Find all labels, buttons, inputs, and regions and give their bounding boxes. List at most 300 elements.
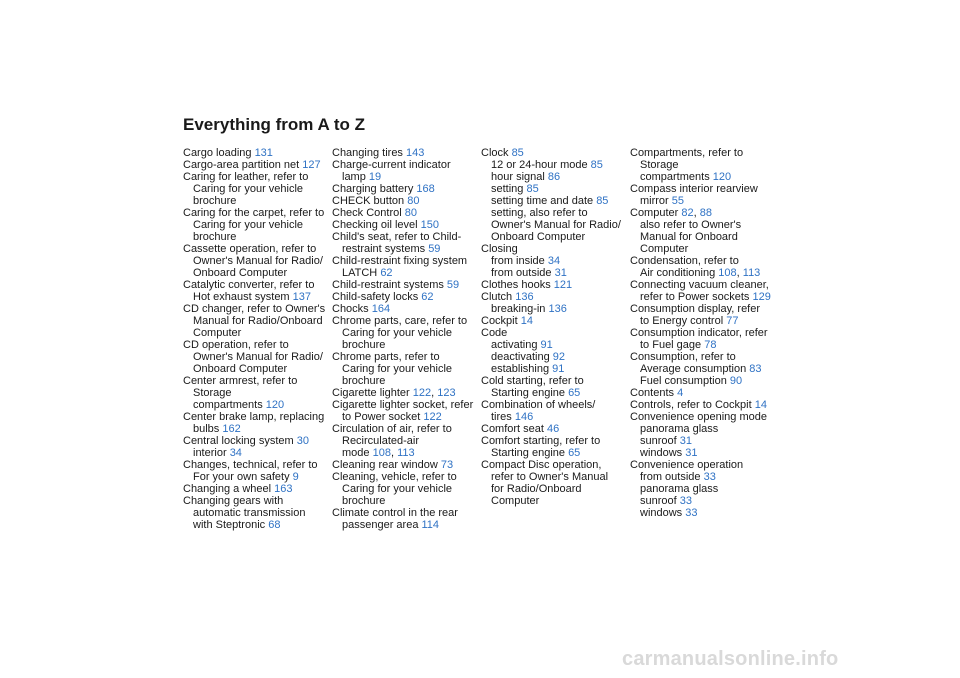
index-subentry bbox=[630, 339, 778, 351]
entry-text: panorama glass bbox=[640, 483, 719, 495]
entry-text: Cleaning, vehicle, refer to bbox=[332, 471, 457, 483]
page-number-link[interactable]: 122 bbox=[412, 387, 432, 399]
entry-text: brochure bbox=[193, 231, 237, 243]
entry-text: Average consumption bbox=[640, 363, 750, 375]
page-number-link[interactable]: 90 bbox=[729, 375, 743, 387]
index-entry bbox=[630, 387, 778, 399]
entry-text: Owner's Manual for Radio/ bbox=[193, 255, 323, 267]
entry-text: Clutch bbox=[481, 291, 516, 303]
entry-text: to Fuel gage bbox=[640, 339, 705, 351]
entry-text: refer to Power sockets bbox=[640, 291, 753, 303]
index-entry bbox=[183, 495, 331, 507]
entry-text: Consumption, refer to bbox=[630, 351, 736, 363]
index-subentry bbox=[630, 507, 778, 519]
page-number-link[interactable]: 164 bbox=[371, 303, 391, 315]
index-subentry bbox=[481, 483, 629, 495]
entry-text: Cargo-area partition net bbox=[183, 159, 303, 171]
index-subentry bbox=[481, 351, 629, 363]
entry-text: Cargo loading bbox=[183, 147, 255, 159]
index-column-2 bbox=[332, 147, 480, 531]
index-subentry bbox=[630, 195, 778, 207]
entry-text: Changing gears with bbox=[183, 495, 284, 507]
index-subentry bbox=[481, 387, 629, 399]
index-subentry bbox=[183, 267, 331, 279]
entry-text: from outside bbox=[491, 267, 555, 279]
entry-text: bulbs bbox=[193, 423, 223, 435]
index-entry bbox=[481, 291, 629, 303]
index-entry bbox=[332, 219, 480, 231]
page-number-link[interactable]: 136 bbox=[548, 303, 567, 315]
entry-text: Connecting vacuum cleaner, bbox=[630, 279, 769, 291]
index-entry bbox=[183, 411, 331, 423]
page-number-link[interactable]: 30 bbox=[296, 435, 309, 447]
entry-text: automatic transmission bbox=[193, 507, 306, 519]
index-subentry bbox=[332, 339, 480, 351]
index-subentry bbox=[183, 363, 331, 375]
index-subentry bbox=[481, 471, 629, 483]
entry-text: Computer bbox=[630, 207, 682, 219]
index-subentry bbox=[183, 327, 331, 339]
entry-text: Combination of wheels/ bbox=[481, 399, 596, 411]
entry-text: Caring for your vehicle bbox=[342, 363, 453, 375]
index-subentry bbox=[481, 159, 629, 171]
entry-text: also refer to Owner's bbox=[640, 219, 742, 231]
page-number-link[interactable]: 4 bbox=[677, 387, 684, 399]
entry-text: Center brake lamp, replacing bbox=[183, 411, 325, 423]
index-subentry bbox=[481, 267, 629, 279]
page-number-link[interactable]: 62 bbox=[380, 267, 393, 279]
index-subentry bbox=[481, 231, 629, 243]
index-entry bbox=[183, 303, 331, 315]
index-subentry bbox=[630, 267, 778, 279]
entry-text: sunroof bbox=[640, 435, 680, 447]
entry-text: Convenience opening mode bbox=[630, 411, 767, 423]
page-separator: , bbox=[431, 387, 438, 399]
entry-text: Child-restraint fixing system bbox=[332, 255, 468, 267]
entry-text: Compact Disc operation, bbox=[481, 459, 602, 471]
entry-text: Starting engine bbox=[491, 387, 569, 399]
page-number-link[interactable]: 80 bbox=[407, 195, 420, 207]
entry-text: Cleaning rear window bbox=[332, 459, 441, 471]
page-number-link[interactable]: 143 bbox=[406, 147, 425, 159]
index-entry bbox=[183, 171, 331, 183]
entry-text: setting bbox=[491, 183, 527, 195]
entry-text: Changing tires bbox=[332, 147, 406, 159]
entry-text: For your own safety bbox=[193, 471, 293, 483]
index-entry bbox=[481, 375, 629, 387]
index-subentry bbox=[183, 255, 331, 267]
entry-text: Consumption indicator, refer bbox=[630, 327, 768, 339]
page-number-link[interactable]: 127 bbox=[302, 159, 321, 171]
watermark-text: carmanualsonline.info bbox=[622, 648, 839, 670]
page-number-link[interactable]: 114 bbox=[421, 519, 440, 531]
page-number-link[interactable]: 59 bbox=[428, 243, 441, 255]
index-subentry bbox=[332, 363, 480, 375]
entry-text: hour signal bbox=[491, 171, 548, 183]
entry-text: mirror bbox=[640, 195, 672, 207]
index-subentry bbox=[481, 447, 629, 459]
index-subentry bbox=[630, 423, 778, 435]
page-number-link[interactable]: 14 bbox=[754, 399, 767, 411]
entry-text: Chrome parts, refer to bbox=[332, 351, 440, 363]
index-subentry bbox=[332, 435, 480, 447]
index-entry bbox=[183, 483, 331, 495]
index-entry bbox=[332, 303, 480, 315]
index-subentry bbox=[332, 411, 480, 423]
index-entry bbox=[481, 459, 629, 471]
index-subentry bbox=[630, 435, 778, 447]
entry-text: CD operation, refer to bbox=[183, 339, 289, 351]
index-entry bbox=[183, 375, 331, 387]
index-entry bbox=[332, 183, 480, 195]
entry-text: CHECK button bbox=[332, 195, 408, 207]
page-number-link[interactable]: 59 bbox=[446, 279, 460, 291]
index-entry bbox=[183, 459, 331, 471]
entry-text: Caring for your vehicle bbox=[193, 183, 304, 195]
index-subentry bbox=[332, 519, 480, 531]
entry-text: mode bbox=[342, 447, 373, 459]
entry-text: Starting engine bbox=[491, 447, 569, 459]
page-number-link[interactable]: 65 bbox=[568, 387, 581, 399]
index-entry bbox=[481, 399, 629, 411]
entry-text: Chocks bbox=[332, 303, 372, 315]
index-entry bbox=[630, 327, 778, 339]
page-number-link[interactable]: 85 bbox=[511, 147, 524, 159]
index-subentry bbox=[183, 387, 331, 399]
entry-text: Clothes hooks bbox=[481, 279, 554, 291]
index-subentry bbox=[332, 483, 480, 495]
entry-text: Controls, refer to Cockpit bbox=[630, 399, 755, 411]
page-number-link[interactable]: 120 bbox=[712, 171, 732, 183]
entry-text: Child-restraint systems bbox=[332, 279, 447, 291]
index-column-1 bbox=[183, 147, 331, 531]
index-entry bbox=[630, 207, 778, 219]
entry-text: Checking oil level bbox=[332, 219, 421, 231]
index-subentry bbox=[183, 507, 331, 519]
index-entry bbox=[183, 207, 331, 219]
page-number-link[interactable]: 83 bbox=[749, 363, 762, 375]
index-subentry bbox=[630, 231, 778, 243]
index-subentry bbox=[183, 231, 331, 243]
entry-text: Caring for your vehicle bbox=[193, 219, 304, 231]
entry-text: with Steptronic bbox=[193, 519, 269, 531]
entry-text: Center armrest, refer to bbox=[183, 375, 298, 387]
entry-text: Fuel consumption bbox=[640, 375, 730, 387]
index-entry bbox=[332, 471, 480, 483]
entry-text: Consumption display, refer bbox=[630, 303, 761, 315]
entry-text: establishing bbox=[491, 363, 553, 375]
entry-text: Charge-current indicator bbox=[332, 159, 451, 171]
entry-text: from outside bbox=[640, 471, 704, 483]
index-entry bbox=[332, 159, 480, 171]
index-entry bbox=[630, 411, 778, 423]
entry-text: Comfort seat bbox=[481, 423, 548, 435]
index-subentry bbox=[481, 363, 629, 375]
index-column-4 bbox=[630, 147, 778, 519]
page-number-link[interactable]: 85 bbox=[526, 183, 539, 195]
entry-text: Caring for leather, refer to bbox=[183, 171, 309, 183]
page-number-link[interactable]: 31 bbox=[679, 435, 692, 447]
page-number-link[interactable]: 137 bbox=[292, 291, 312, 303]
entry-text: Caring for the carpet, refer to bbox=[183, 207, 325, 219]
entry-text: lamp bbox=[342, 171, 369, 183]
index-subentry bbox=[332, 243, 480, 255]
entry-text: Caring for your vehicle bbox=[342, 327, 453, 339]
entry-text: Manual for Onboard bbox=[640, 231, 738, 243]
entry-text: tires bbox=[491, 411, 515, 423]
index-entry bbox=[630, 351, 778, 363]
page-number-link[interactable]: 122 bbox=[423, 411, 442, 423]
index-entry bbox=[183, 147, 331, 159]
entry-text: Computer bbox=[193, 327, 242, 339]
entry-text: Code bbox=[481, 327, 508, 339]
page-number-link[interactable]: 19 bbox=[368, 171, 382, 183]
page-number-link[interactable]: 14 bbox=[520, 315, 533, 327]
entry-text: Onboard Computer bbox=[491, 231, 586, 243]
entry-text: LATCH bbox=[342, 267, 381, 279]
index-subentry bbox=[630, 483, 778, 495]
entry-text: interior bbox=[193, 447, 230, 459]
entry-text: Cigarette lighter socket, refer bbox=[332, 399, 474, 411]
entry-text: Climate control in the rear bbox=[332, 507, 458, 519]
index-entry bbox=[332, 279, 480, 291]
page-number-link[interactable]: 34 bbox=[547, 255, 561, 267]
entry-text: 12 or 24-hour mode bbox=[491, 159, 591, 171]
page-number-link[interactable]: 123 bbox=[437, 387, 456, 399]
page-title: Everything from A to Z bbox=[183, 115, 365, 134]
index-entry bbox=[481, 243, 629, 255]
entry-text: setting, also refer to bbox=[491, 207, 588, 219]
index-entry bbox=[481, 315, 629, 327]
entry-text: compartments bbox=[193, 399, 266, 411]
entry-text: setting time and date bbox=[491, 195, 597, 207]
page-number-link[interactable]: 146 bbox=[514, 411, 534, 423]
index-entry bbox=[183, 279, 331, 291]
entry-text: Computer bbox=[491, 495, 540, 507]
index-subentry bbox=[183, 351, 331, 363]
page-number-link[interactable]: 136 bbox=[515, 291, 534, 303]
page-number-link[interactable]: 73 bbox=[440, 459, 454, 471]
index-entry bbox=[332, 147, 480, 159]
index-subentry bbox=[332, 267, 480, 279]
entry-text: passenger area bbox=[342, 519, 422, 531]
entry-text: Changes, technical, refer to bbox=[183, 459, 318, 471]
entry-text: Onboard Computer bbox=[193, 363, 288, 375]
entry-text: Contents bbox=[630, 387, 678, 399]
page-number-link[interactable]: 108 bbox=[372, 447, 391, 459]
entry-text: Compartments, refer to bbox=[630, 147, 744, 159]
entry-text: Storage bbox=[193, 387, 232, 399]
entry-text: Child-safety locks bbox=[332, 291, 422, 303]
entry-text: Check Control bbox=[332, 207, 405, 219]
entry-text: sunroof bbox=[640, 495, 680, 507]
page-number-link[interactable]: 31 bbox=[685, 447, 698, 459]
page-number-link[interactable]: 77 bbox=[726, 315, 739, 327]
page-separator: , bbox=[693, 207, 700, 219]
page-number-link[interactable]: 46 bbox=[547, 423, 560, 435]
page-number-link[interactable]: 33 bbox=[679, 495, 692, 507]
page-number-link[interactable]: 91 bbox=[552, 363, 565, 375]
page-number-link[interactable]: 34 bbox=[229, 447, 242, 459]
index-subentry bbox=[183, 219, 331, 231]
index-subentry bbox=[183, 423, 331, 435]
entry-text: for Radio/Onboard bbox=[491, 483, 582, 495]
page-number-link[interactable]: 78 bbox=[704, 339, 717, 351]
index-subentry bbox=[481, 255, 629, 267]
entry-text: activating bbox=[491, 339, 541, 351]
page-number-link[interactable]: 88 bbox=[699, 207, 712, 219]
page-number-link[interactable]: 92 bbox=[552, 351, 566, 363]
entry-text: brochure bbox=[342, 375, 386, 387]
entry-text: Manual for Radio/Onboard bbox=[193, 315, 323, 327]
page-number-link[interactable]: 85 bbox=[596, 195, 609, 207]
entry-text: deactivating bbox=[491, 351, 553, 363]
page-number-link[interactable]: 86 bbox=[547, 171, 561, 183]
entry-text: Owner's Manual for Radio/ bbox=[193, 351, 323, 363]
index-subentry bbox=[332, 327, 480, 339]
entry-text: Convenience operation bbox=[630, 459, 744, 471]
index-subentry bbox=[183, 399, 331, 411]
index-subentry bbox=[630, 315, 778, 327]
entry-text: refer to Owner's Manual bbox=[491, 471, 609, 483]
index-entry bbox=[332, 291, 480, 303]
entry-text: Condensation, refer to bbox=[630, 255, 739, 267]
entry-text: Storage bbox=[640, 159, 679, 171]
page-number-link[interactable]: 108 bbox=[718, 267, 737, 279]
page-number-link[interactable]: 121 bbox=[553, 279, 573, 291]
entry-text: Central locking system bbox=[183, 435, 297, 447]
index-subentry bbox=[183, 315, 331, 327]
page-number-link[interactable]: 9 bbox=[292, 471, 299, 483]
index-entry bbox=[630, 255, 778, 267]
index-subentry bbox=[183, 471, 331, 483]
index-entry bbox=[332, 423, 480, 435]
index-subentry bbox=[481, 183, 629, 195]
index-entry bbox=[332, 231, 480, 243]
index-subentry bbox=[332, 447, 480, 459]
page-separator: , bbox=[736, 267, 743, 279]
entry-text: CD changer, refer to Owner's bbox=[183, 303, 326, 315]
index-subentry bbox=[481, 495, 629, 507]
entry-text: Circulation of air, refer to bbox=[332, 423, 452, 435]
page-number-link[interactable]: 65 bbox=[568, 447, 581, 459]
index-subentry bbox=[183, 183, 331, 195]
page-number-link[interactable]: 31 bbox=[554, 267, 567, 279]
index-subentry bbox=[630, 243, 778, 255]
index-entry bbox=[481, 147, 629, 159]
entry-text: Air conditioning bbox=[640, 267, 719, 279]
index-entry bbox=[332, 255, 480, 267]
index-subentry bbox=[183, 291, 331, 303]
index-subentry bbox=[481, 339, 629, 351]
entry-text: Comfort starting, refer to bbox=[481, 435, 601, 447]
page-number-link[interactable]: 150 bbox=[420, 219, 440, 231]
page-number-link[interactable]: 85 bbox=[590, 159, 603, 171]
index-subentry bbox=[332, 171, 480, 183]
index-subentry bbox=[481, 411, 629, 423]
entry-text: Chrome parts, care, refer to bbox=[332, 315, 468, 327]
index-entry bbox=[481, 327, 629, 339]
index-subentry bbox=[332, 375, 480, 387]
index-subentry bbox=[630, 219, 778, 231]
entry-text: Owner's Manual for Radio/ bbox=[491, 219, 621, 231]
entry-text: brochure bbox=[193, 195, 237, 207]
page-number-link[interactable]: 162 bbox=[222, 423, 241, 435]
index-entry bbox=[630, 183, 778, 195]
index-entry bbox=[630, 147, 778, 159]
index-subentry bbox=[481, 219, 629, 231]
index-subentry bbox=[630, 471, 778, 483]
page-number-link[interactable]: 113 bbox=[397, 447, 415, 459]
page-number-link[interactable]: 129 bbox=[752, 291, 771, 303]
index-entry bbox=[481, 279, 629, 291]
page-number-link[interactable]: 163 bbox=[274, 483, 293, 495]
entry-text: from inside bbox=[491, 255, 548, 267]
page-number-link[interactable]: 131 bbox=[254, 147, 273, 159]
entry-text: panorama glass bbox=[640, 423, 719, 435]
index-entry bbox=[630, 459, 778, 471]
index-entry bbox=[332, 195, 480, 207]
index-subentry bbox=[481, 303, 629, 315]
index-subentry bbox=[630, 171, 778, 183]
index-subentry bbox=[481, 195, 629, 207]
page-number-link[interactable]: 82 bbox=[681, 207, 694, 219]
entry-text: Clock bbox=[481, 147, 512, 159]
entry-text: Charging battery bbox=[332, 183, 417, 195]
page-number-link[interactable]: 62 bbox=[421, 291, 434, 303]
entry-text: Compass interior rearview bbox=[630, 183, 758, 195]
index-subentry bbox=[630, 375, 778, 387]
entry-text: brochure bbox=[342, 339, 386, 351]
page-number-link[interactable]: 33 bbox=[703, 471, 716, 483]
entry-text: to Energy control bbox=[640, 315, 727, 327]
entry-text: Cold starting, refer to bbox=[481, 375, 584, 387]
page-number-link[interactable]: 68 bbox=[268, 519, 281, 531]
page-number-link[interactable]: 168 bbox=[416, 183, 435, 195]
index-entry bbox=[332, 399, 480, 411]
index-entry bbox=[332, 315, 480, 327]
page-separator: , bbox=[390, 447, 398, 459]
index-entry bbox=[332, 207, 480, 219]
index-subentry bbox=[481, 207, 629, 219]
index-subentry bbox=[183, 447, 331, 459]
entry-text: windows bbox=[640, 447, 686, 459]
index-entry bbox=[630, 399, 778, 411]
index-entry bbox=[183, 243, 331, 255]
entry-text: to Power socket bbox=[342, 411, 424, 423]
index-entry bbox=[630, 279, 778, 291]
index-entry bbox=[332, 387, 480, 399]
entry-text: Onboard Computer bbox=[193, 267, 288, 279]
page-number-link[interactable]: 33 bbox=[685, 507, 698, 519]
index-subentry bbox=[630, 159, 778, 171]
page-number-link[interactable]: 91 bbox=[540, 339, 553, 351]
page-number-link[interactable]: 120 bbox=[265, 399, 285, 411]
entry-text: Hot exhaust system bbox=[193, 291, 293, 303]
entry-text: Caring for your vehicle bbox=[342, 483, 453, 495]
entry-text: Cigarette lighter bbox=[332, 387, 413, 399]
entry-text: windows bbox=[640, 507, 686, 519]
page-number-link[interactable]: 55 bbox=[671, 195, 685, 207]
page-number-link[interactable]: 80 bbox=[404, 207, 418, 219]
index-subentry bbox=[183, 519, 331, 531]
page-number-link[interactable]: 113 bbox=[742, 267, 761, 279]
index-entry bbox=[332, 459, 480, 471]
entry-text: compartments bbox=[640, 171, 713, 183]
entry-text: brochure bbox=[342, 495, 386, 507]
entry-text: Closing bbox=[481, 243, 518, 255]
index-entry bbox=[630, 303, 778, 315]
